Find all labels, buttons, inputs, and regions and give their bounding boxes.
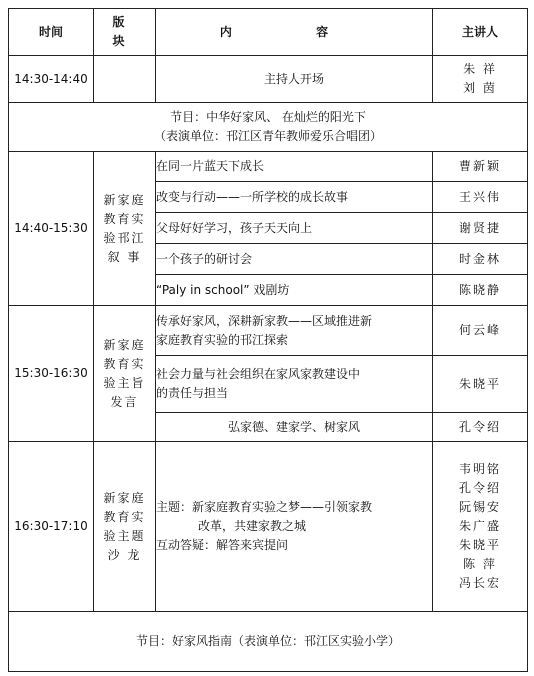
section1-speaker: 时金林 — [433, 244, 528, 275]
section2-speaker: 何云峰 — [433, 306, 528, 356]
section2-speaker: 孔令绍 — [433, 413, 528, 442]
section1-block: 新家庭 教育实 验邗江 叙 事 — [94, 152, 156, 306]
section2-content: 传承好家风，深耕新家教——区域推进新 家庭教育实验的邗江探索 — [156, 306, 433, 356]
section3-time: 16:30-17:10 — [9, 442, 94, 612]
section3-row — [9, 442, 528, 612]
section1-content: 在同一片蓝天下成长 — [156, 152, 433, 182]
opening-block — [94, 56, 156, 103]
header-speaker: 主讲人 — [433, 9, 528, 56]
show1-performer: （表演单位：邗江区青年教师爱乐合唱团） — [153, 129, 382, 143]
section1-speaker: 曹新颖 — [433, 152, 528, 182]
section2-time: 15:30-16:30 — [9, 306, 94, 442]
section3-content: 主题：新家庭教育实验之梦——引领家教 改革，共建家教之城 互动答疑：解答来宾提问 — [156, 442, 433, 612]
speaker-name: 朱晓平 — [458, 538, 501, 552]
section3-block: 新家庭 教育实 验主题 沙 龙 — [94, 442, 156, 612]
section1-content: 一个孩子的研讨会 — [156, 244, 433, 275]
section1-content: “Paly in school” 戏剧坊 — [156, 275, 433, 306]
speaker-name: 朱 祥 — [463, 62, 497, 76]
section2-block: 新家庭 教育实 验主旨 发言 — [94, 306, 156, 442]
header-content: 内 容 — [156, 9, 433, 56]
opening-row — [9, 56, 528, 103]
section2-content: 弘家德、建家学、树家风 — [156, 413, 433, 442]
show2-cell: 节目：好家风指南（表演单位：邗江区实验小学） — [9, 612, 528, 672]
header-block: 版 块 — [94, 9, 156, 56]
show1-row — [9, 103, 528, 152]
schedule-table — [8, 8, 528, 672]
section1-content: 改变与行动——一所学校的成长故事 — [156, 182, 433, 213]
header-row — [9, 9, 528, 56]
section1-speaker: 王兴伟 — [433, 182, 528, 213]
opening-time: 14:30-14:40 — [9, 56, 94, 103]
section3-speakers — [433, 442, 528, 612]
section1-content: 父母好好学习，孩子天天向上 — [156, 213, 433, 244]
section2-speaker: 朱晓平 — [433, 356, 528, 413]
section2-content: 社会力量与社会组织在家风家教建设中 的责任与担当 — [156, 356, 433, 413]
header-time: 时间 — [9, 9, 94, 56]
section1-speaker: 谢贤捷 — [433, 213, 528, 244]
section1-row — [9, 152, 528, 182]
speaker-name: 阮锡安 — [458, 500, 501, 514]
show1-cell — [9, 103, 528, 152]
speaker-name: 韦明铭 — [458, 462, 501, 476]
show2-row — [9, 612, 528, 672]
speaker-name: 朱广盛 — [458, 519, 501, 533]
speaker-name: 冯长宏 — [458, 576, 501, 590]
show1-title: 节目：中华好家风、 在灿烂的阳光下 — [170, 110, 366, 124]
section2-row — [9, 306, 528, 356]
opening-content: 主持人开场 — [156, 56, 433, 103]
opening-speakers — [433, 56, 528, 103]
speaker-name: 孔令绍 — [458, 481, 501, 495]
section1-time: 14:40-15:30 — [9, 152, 94, 306]
speaker-name: 刘 茵 — [463, 81, 497, 95]
speaker-name: 陈 萍 — [463, 557, 497, 571]
section1-speaker: 陈晓静 — [433, 275, 528, 306]
